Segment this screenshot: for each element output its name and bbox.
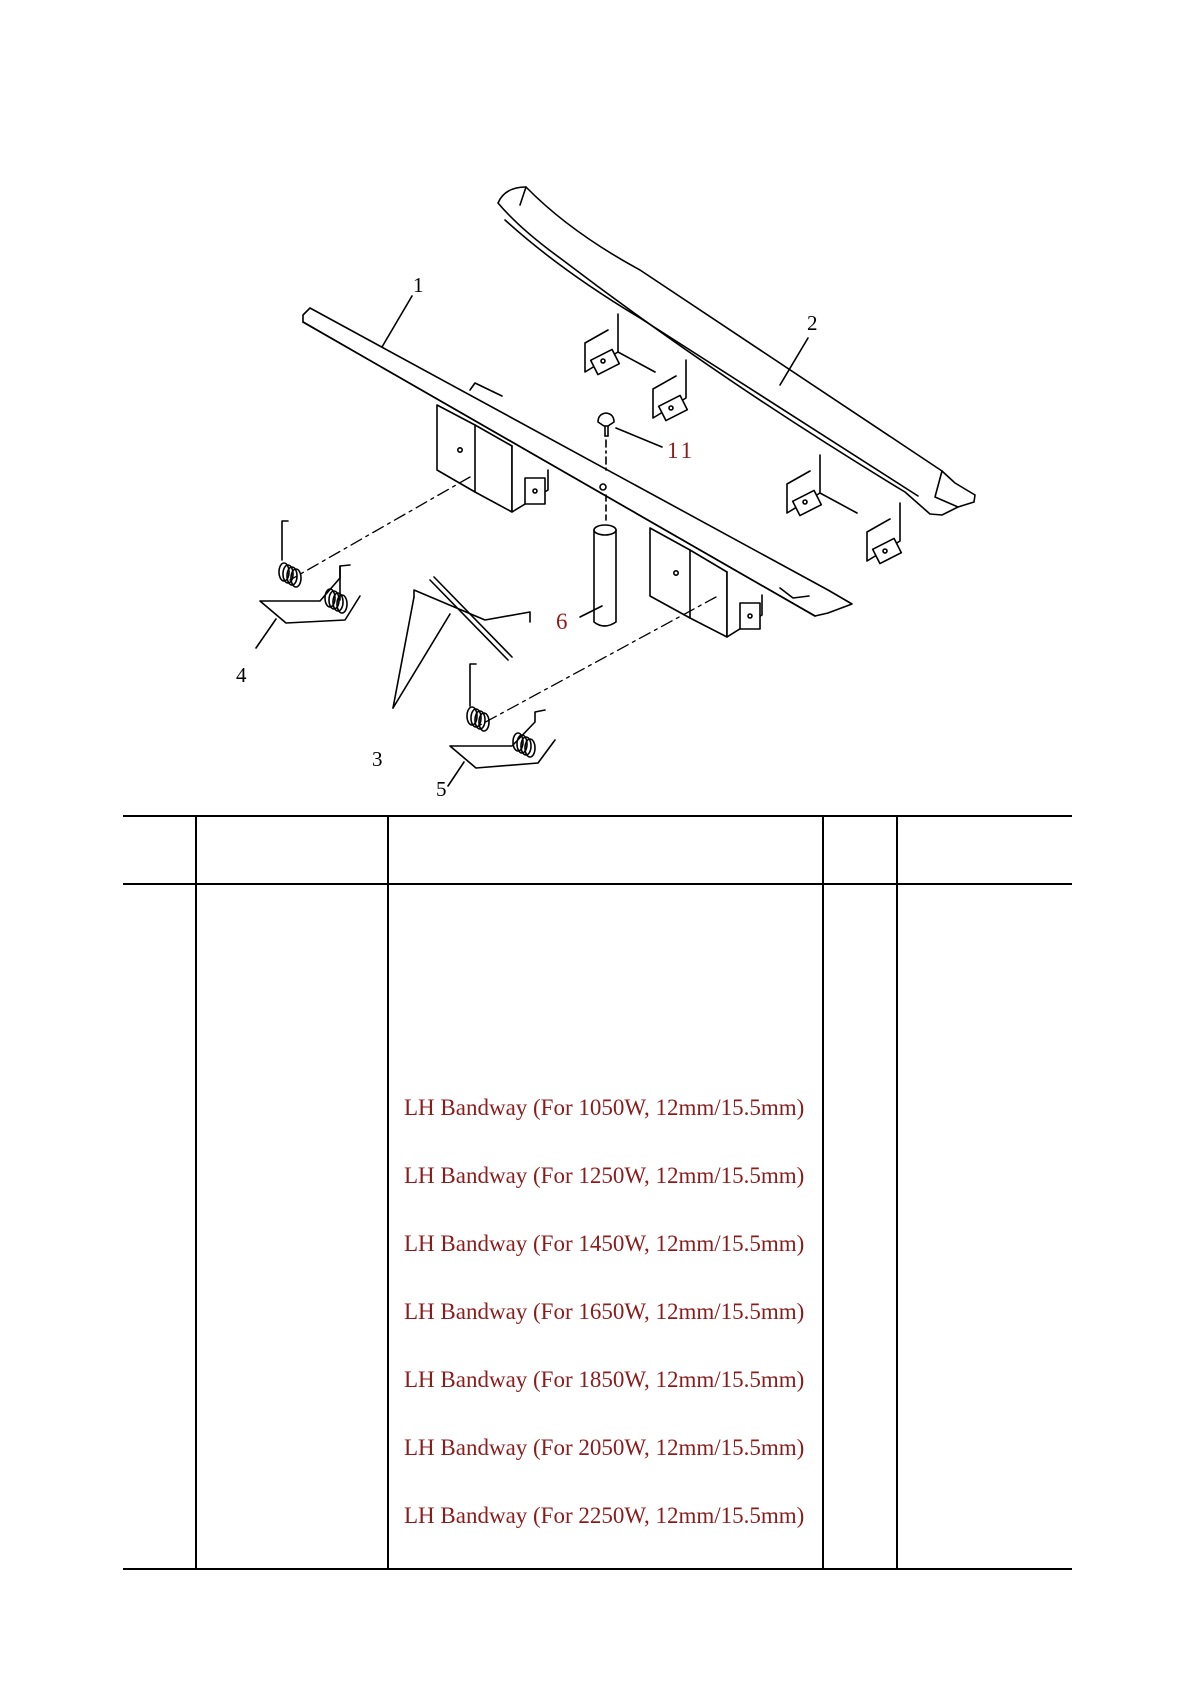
spring-bracket-part-4 [256, 521, 360, 648]
callout-1: 1 [413, 273, 424, 297]
part-description: LH Bandway (For 1850W, 12mm/15.5mm) [404, 1367, 805, 1392]
table-bottom-rule [123, 1568, 1072, 1570]
spring-coil [467, 707, 489, 731]
callout-2: 2 [807, 311, 818, 335]
table-header-rule [123, 883, 1072, 885]
part-description: LH Bandway (For 1450W, 12mm/15.5mm) [404, 1231, 805, 1256]
part-description: LH Bandway (For 1650W, 12mm/15.5mm) [404, 1299, 805, 1324]
callout-6: 6 [556, 609, 568, 634]
part-description: LH Bandway (For 1050W, 12mm/15.5mm) [404, 1095, 805, 1120]
part-description: LH Bandway (For 2050W, 12mm/15.5mm) [404, 1435, 805, 1460]
table-top-rule [123, 815, 1072, 817]
column-divider [896, 815, 898, 1570]
curved-bandway-rail [498, 187, 975, 564]
callout-4: 4 [236, 663, 247, 687]
callout-5: 5 [436, 777, 447, 801]
parts-list-table [123, 815, 1072, 1570]
exploded-parts-diagram [0, 0, 1190, 820]
spring-bracket-part-5 [448, 664, 555, 786]
part-description: LH Bandway (For 2250W, 12mm/15.5mm) [404, 1503, 805, 1528]
callout-3: 3 [372, 747, 383, 771]
callout-11: 11 [667, 438, 696, 463]
leader-line-1 [382, 296, 412, 347]
spring-coil [279, 563, 301, 587]
column-divider [387, 815, 389, 1570]
column-divider [195, 815, 197, 1570]
pin-part-6 [580, 495, 616, 626]
part-description: LH Bandway (For 1250W, 12mm/15.5mm) [404, 1163, 805, 1188]
screw-part-11 [598, 413, 662, 474]
rod-part-3 [393, 577, 530, 708]
